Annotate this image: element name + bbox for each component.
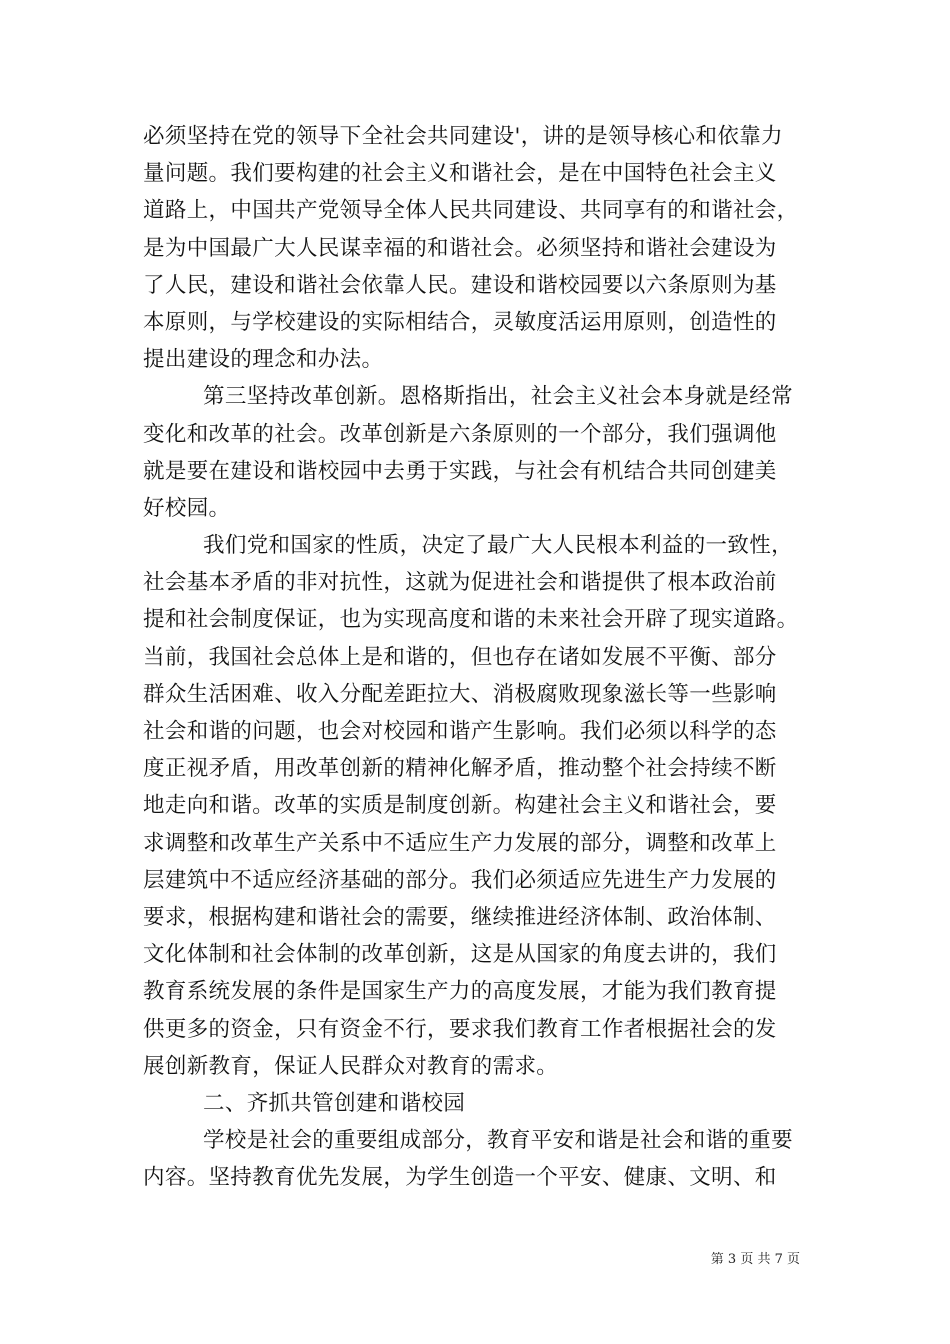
text-line: 变化和改革的社会。改革创新是六条原则的一个部分，我们强调他 xyxy=(143,421,777,447)
text-line: 社会基本矛盾的非对抗性，这就为促进社会和谐提供了根本政治前 xyxy=(143,570,777,596)
text-line: 展创新教育，保证人民群众对教育的需求。 xyxy=(143,1053,559,1079)
text-line: 供更多的资金，只有资金不行，要求我们教育工作者根据社会的发 xyxy=(143,1016,777,1042)
text-line: 提出建设的理念和办法。 xyxy=(143,347,384,373)
text-line: 内容。坚持教育优先发展，为学生创造一个平安、健康、文明、和 xyxy=(143,1165,777,1191)
paragraph-start-line: 我们党和国家的性质，决定了最广大人民根本利益的一致性， xyxy=(203,533,793,559)
text-line: 本原则，与学校建设的实际相结合，灵敏度活运用原则，创造性的 xyxy=(143,309,777,335)
text-line: 度正视矛盾，用改革创新的精神化解矛盾，推动整个社会持续不断 xyxy=(143,756,777,782)
text-line: 量问题。我们要构建的社会主义和谐社会，是在中国特色社会主义 xyxy=(143,161,777,187)
text-line: 必须坚持在党的领导下全社会共同建设'，讲的是领导核心和依靠力 xyxy=(143,124,783,149)
document-body xyxy=(143,118,823,1196)
text-line: 就是要在建设和谐校园中去勇于实践，与社会有机结合共同创建美 xyxy=(143,458,777,484)
section-heading: 二、齐抓共管创建和谐校园 xyxy=(203,1090,466,1116)
text-line: 群众生活困难、收入分配差距拉大、消极腐败现象滋长等一些影响 xyxy=(143,681,777,707)
text-line: 了人民，建设和谐社会依靠人民。建设和谐校园要以六条原则为基 xyxy=(143,272,777,298)
text-line: 好校园。 xyxy=(143,495,231,521)
text-line: 求调整和改革生产关系中不适应生产力发展的部分，调整和改革上 xyxy=(143,830,777,856)
paragraph-start-line: 第三坚持改革创新。恩格斯指出，社会主义社会本身就是经常 xyxy=(203,384,793,410)
text-line: 社会和谐的问题，也会对校园和谐产生影响。我们必须以科学的态 xyxy=(143,719,777,744)
text-line: 文化体制和社会体制的改革创新，这是从国家的角度去讲的，我们 xyxy=(143,942,777,968)
text-line: 当前，我国社会总体上是和谐的，但也存在诸如发展不平衡、部分 xyxy=(143,644,777,670)
text-line: 是为中国最广大人民谋幸福的和谐社会。必须坚持和谐社会建设为 xyxy=(143,235,777,261)
text-line: 提和社会制度保证，也为实现高度和谐的未来社会开辟了现实道路。 xyxy=(143,607,799,633)
text-line: 要求，根据构建和谐社会的需要，继续推进经济体制、政治体制、 xyxy=(143,904,777,930)
page-number-footer: 第 3 页 共 7 页 xyxy=(710,1252,800,1267)
text-line: 道路上，中国共产党领导全体人民共同建设、共同享有的和谐社会， xyxy=(143,198,799,224)
text-line: 地走向和谐。改革的实质是制度创新。构建社会主义和谐社会，要 xyxy=(143,793,777,819)
text-line: 层建筑中不适应经济基础的部分。我们必须适应先进生产力发展的 xyxy=(143,867,777,893)
paragraph-start-line: 学校是社会的重要组成部分，教育平安和谐是社会和谐的重要 xyxy=(203,1128,793,1154)
text-line: 教育系统发展的条件是国家生产力的高度发展，才能为我们教育提 xyxy=(143,979,777,1005)
